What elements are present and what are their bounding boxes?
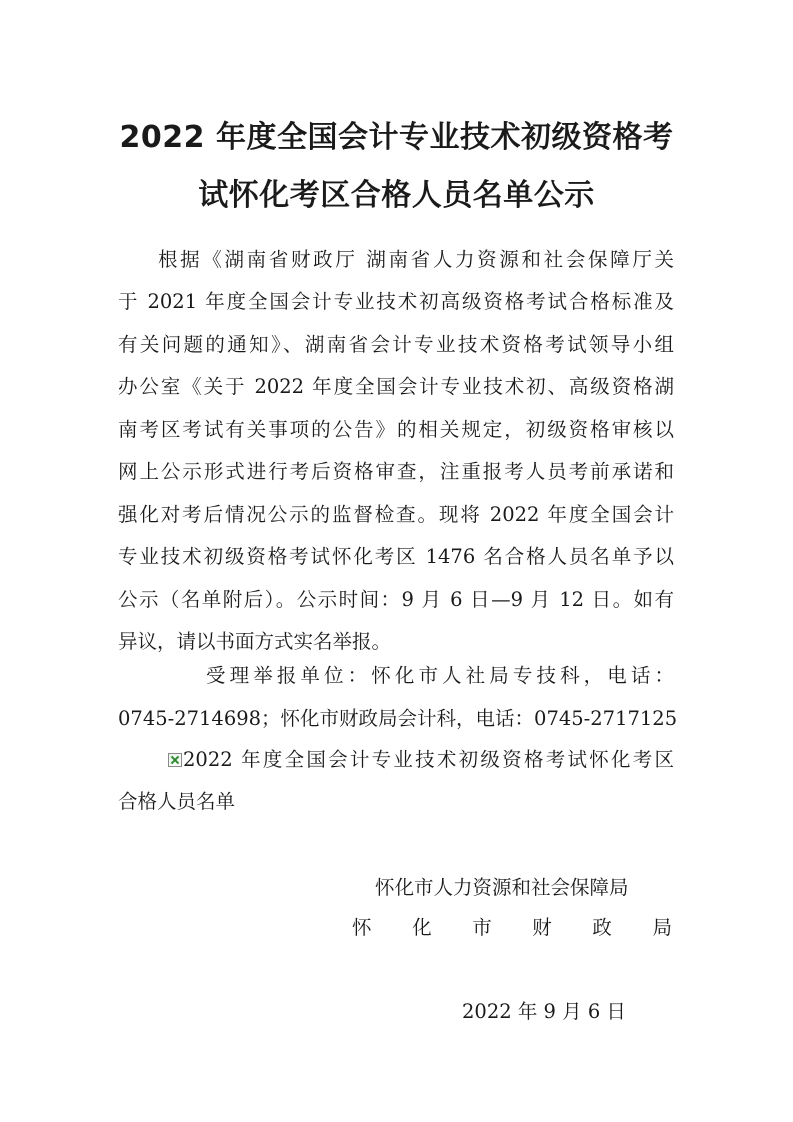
body-line: 根据《湖南省财政厅 湖南省人力资源和社会保障厅关 xyxy=(158,248,674,271)
spreadsheet-file-icon[interactable] xyxy=(168,753,182,767)
page-title-line-2: 试怀化考区合格人员名单公示 xyxy=(198,178,595,213)
page-title-line-1: 2022 年度全国会计专业技术初级资格考 xyxy=(119,120,674,155)
signature-org-hrss: 怀化市人力资源和社会保障局 xyxy=(375,876,629,899)
body-line: 有关问题的通知》、湖南省会计专业技术资格考试领导小组 xyxy=(118,333,674,356)
body-line: 强化对考后情况公示的监督检查。现将 2022 年度全国会计 xyxy=(118,503,674,526)
body-line: 专业技术初级资格考试怀化考区 1476 名合格人员名单予以 xyxy=(118,545,674,568)
signature-date: 2022 年 9 月 6 日 xyxy=(462,1000,626,1023)
report-contact-line: 受理举报单位：怀化市人社局专技科，电话： xyxy=(206,664,674,687)
report-contact-line: 0745-2714698；怀化市财政局会计科，电话：0745-2717125 xyxy=(118,707,678,730)
attachment-link[interactable] xyxy=(168,748,674,772)
body-line: 南考区考试有关事项的公告》的相关规定，初级资格审核以 xyxy=(118,418,674,441)
body-line: 公示（名单附后）。公示时间：9 月 6 日—9 月 12 日。如有 xyxy=(118,588,674,611)
body-line: 办公室《关于 2022 年度全国会计专业技术初、高级资格湖 xyxy=(118,375,674,398)
attachment-title[interactable]: 2022 年度全国会计专业技术初级资格考试怀化考区 xyxy=(183,748,674,771)
body-line: 于 2021 年度全国会计专业技术初高级资格考试合格标准及 xyxy=(118,290,674,313)
body-line: 异议，请以书面方式实名举报。 xyxy=(118,630,392,653)
body-line: 网上公示形式进行考后资格审查，注重报考人员考前承诺和 xyxy=(118,460,674,483)
attachment-title-continued[interactable]: 合格人员名单 xyxy=(118,790,236,813)
signature-org-finance: 怀 化 市 财 政 局 xyxy=(352,916,672,939)
